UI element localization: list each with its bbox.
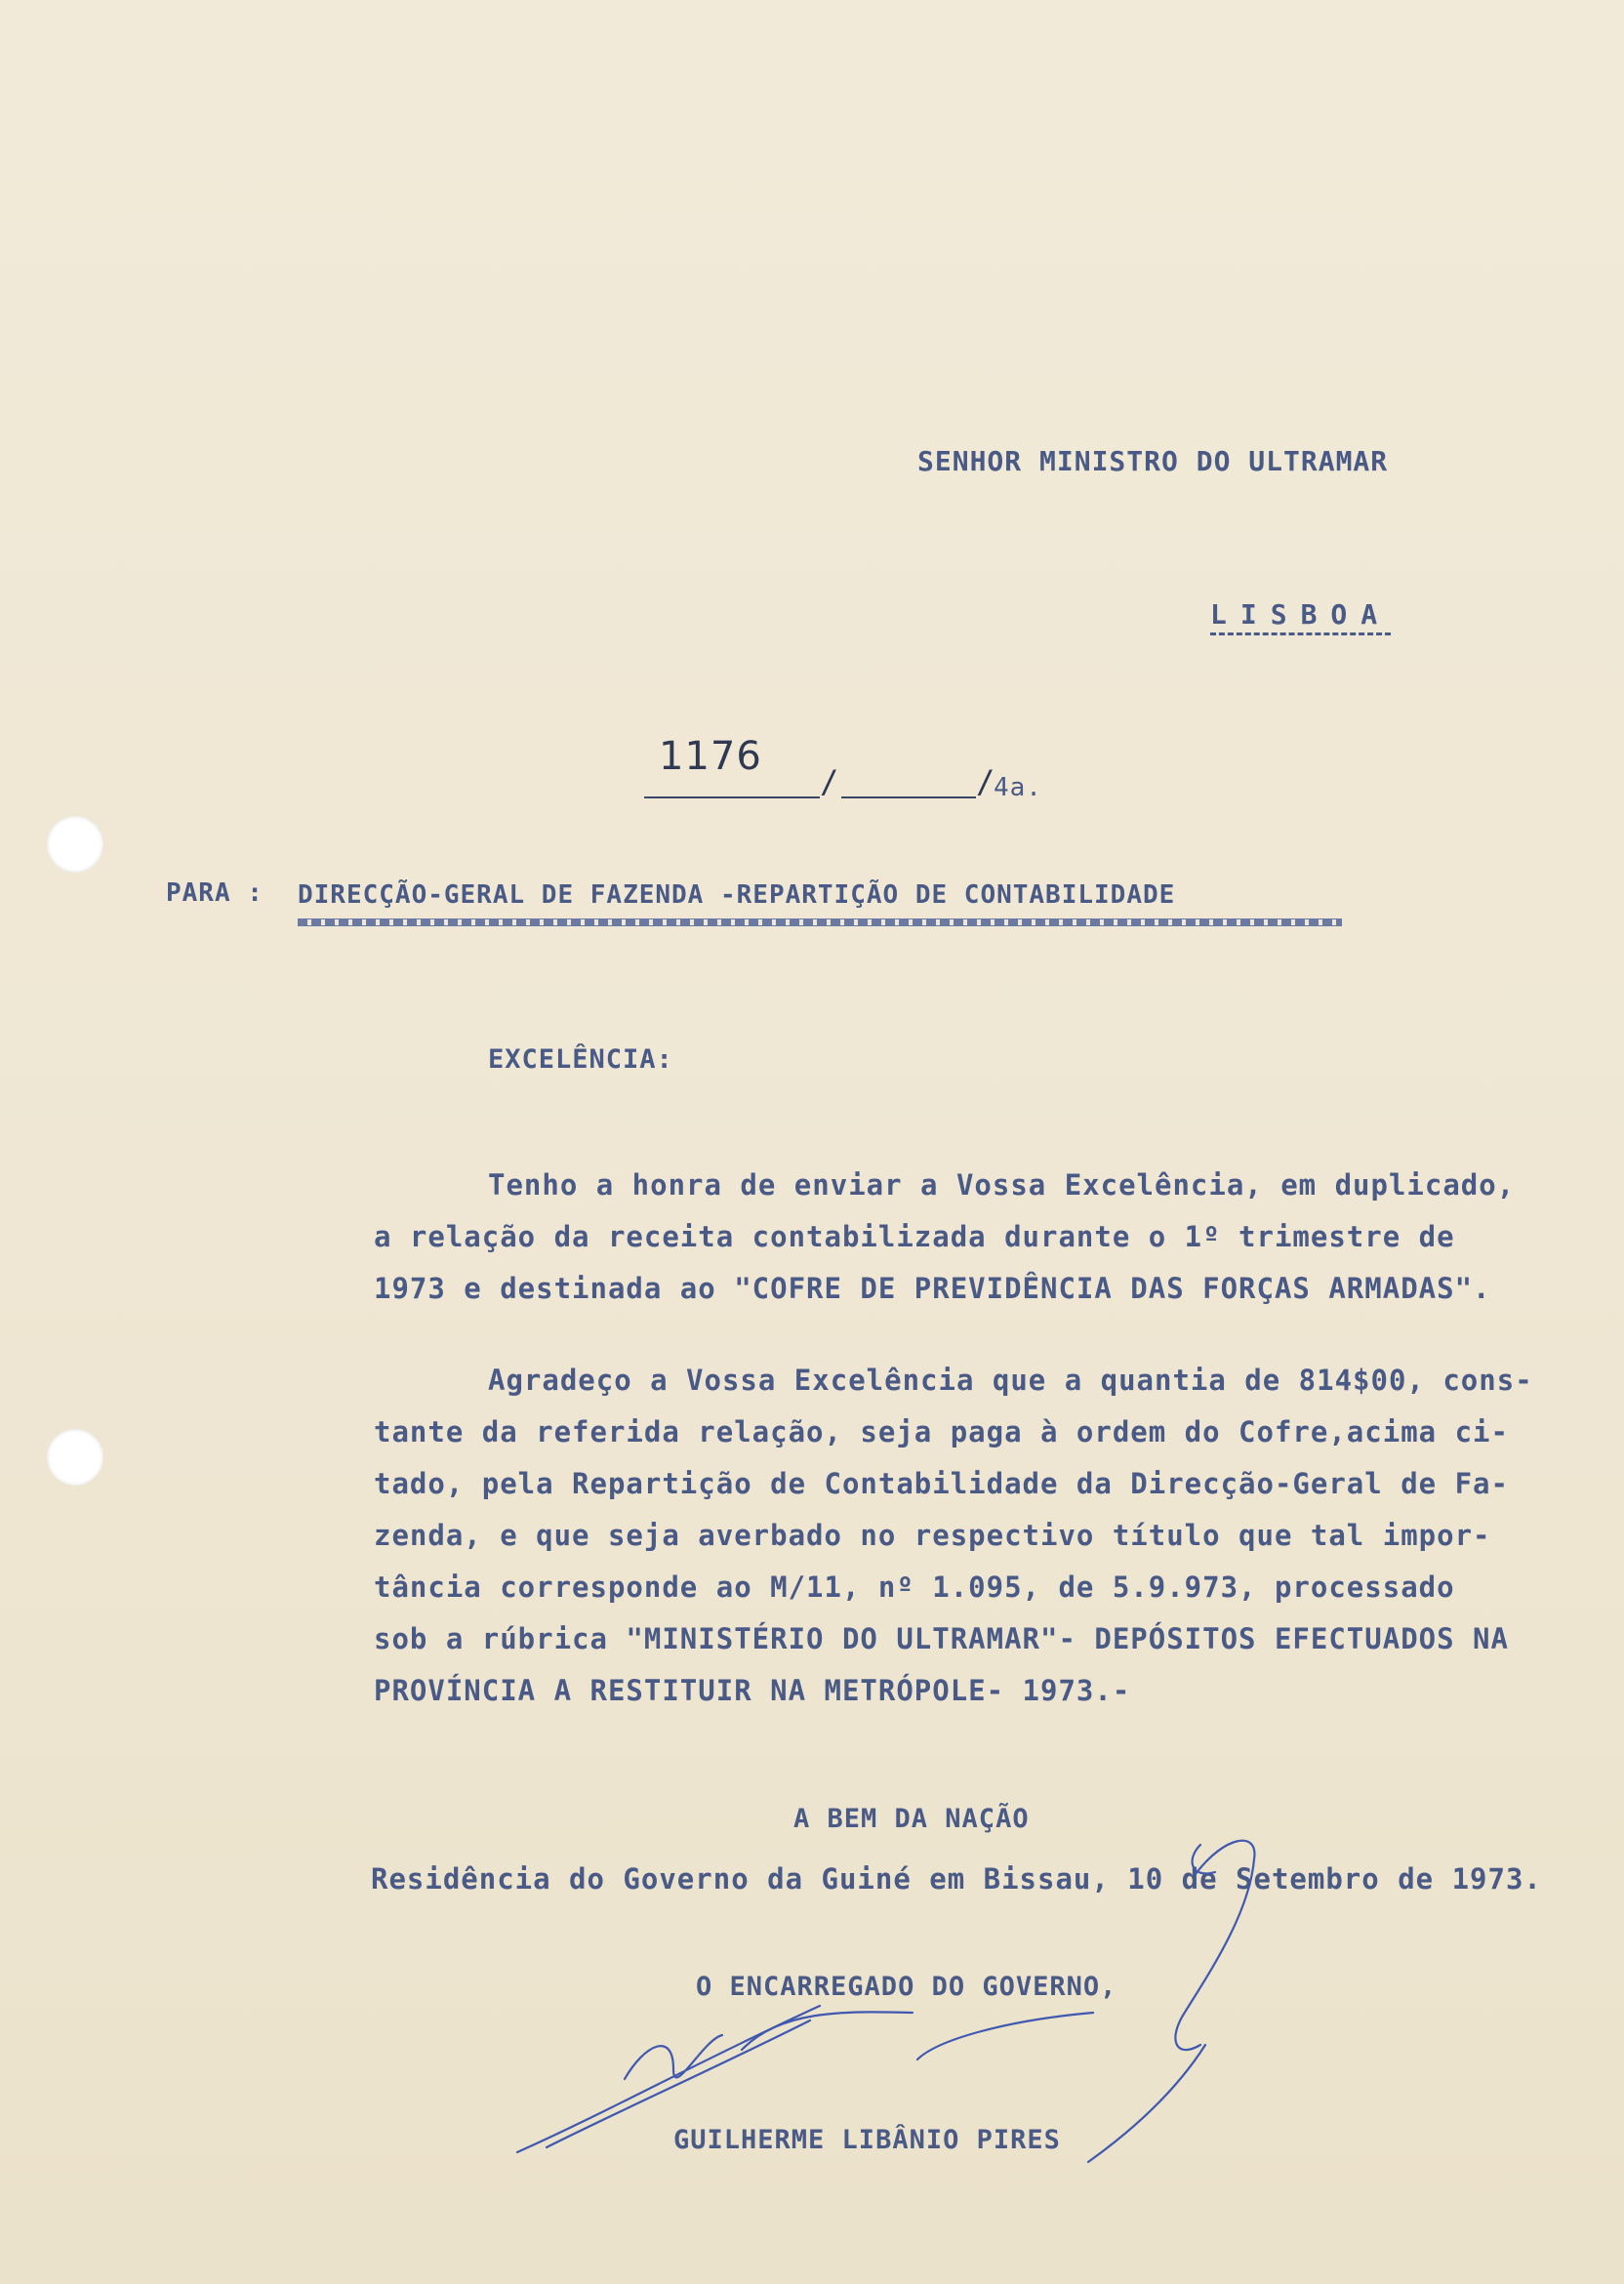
signature-tail-stroke	[1088, 2045, 1205, 2162]
para-label: PARA :	[166, 878, 264, 908]
signature-sweep-stroke	[547, 2020, 810, 2147]
city: LISBOA	[1210, 598, 1391, 635]
signature-initial-stroke	[742, 2012, 913, 2050]
closing-formula: A BEM DA NAÇÃO	[793, 1804, 1030, 1834]
reference-suffix: 4a.	[994, 773, 1042, 802]
place-and-date: Residência do Governo da Guiné em Bissau, 10 de Setembro de 1973.	[371, 1862, 1542, 1896]
signature-initial-stroke	[917, 2013, 1093, 2060]
body-line: PROVÍNCIA A RESTITUIR NA METRÓPOLE- 1973.-	[374, 1674, 1131, 1707]
signature-day-stroke	[1193, 1845, 1215, 1873]
signature-initial-stroke	[625, 2035, 722, 2079]
addressee: SENHOR MINISTRO DO ULTRAMAR	[917, 445, 1389, 477]
body-line: 1973 e destinada ao "COFRE DE PREVIDÊNCIA DAS FORÇAS ARMADAS".	[374, 1272, 1491, 1305]
reference-number: 1176	[659, 734, 762, 779]
body-line: tante da referida relação, seja paga à ordem do Cofre,acima ci-	[374, 1415, 1509, 1448]
signatory-name: GUILHERME LIBÂNIO PIRES	[673, 2125, 1061, 2155]
body-line: Tenho a honra de enviar a Vossa Excelência, em duplicado,	[488, 1168, 1516, 1202]
reference-separator-2: /	[976, 763, 996, 800]
body-line: zenda, e que seja averbado no respectivo título que tal impor-	[374, 1519, 1491, 1552]
body-line: tado, pela Repartição de Contabilidade da Direcção-Geral de Fa-	[374, 1467, 1509, 1500]
body-line: tância corresponde ao M/11, nº 1.095, de 5.9.973, processado	[374, 1570, 1455, 1604]
body-line: a relação da receita contabilizada durante o 1º trimestre de	[374, 1220, 1455, 1253]
signatory-role: O ENCARREGADO DO GOVERNO,	[696, 1972, 1117, 2002]
salutation: EXCELÊNCIA:	[488, 1044, 673, 1075]
body-line: Agradeço a Vossa Excelência que a quantia de 814$00, cons-	[488, 1364, 1533, 1397]
para-recipient: DIRECÇÃO-GERAL DE FAZENDA -REPARTIÇÃO DE CONTABILIDADE	[298, 880, 1176, 910]
body-line: sob a rúbrica "MINISTÉRIO DO ULTRAMAR"- DEPÓSITOS EFECTUADOS NA	[374, 1622, 1509, 1655]
reference-separator-1: /	[820, 763, 840, 800]
